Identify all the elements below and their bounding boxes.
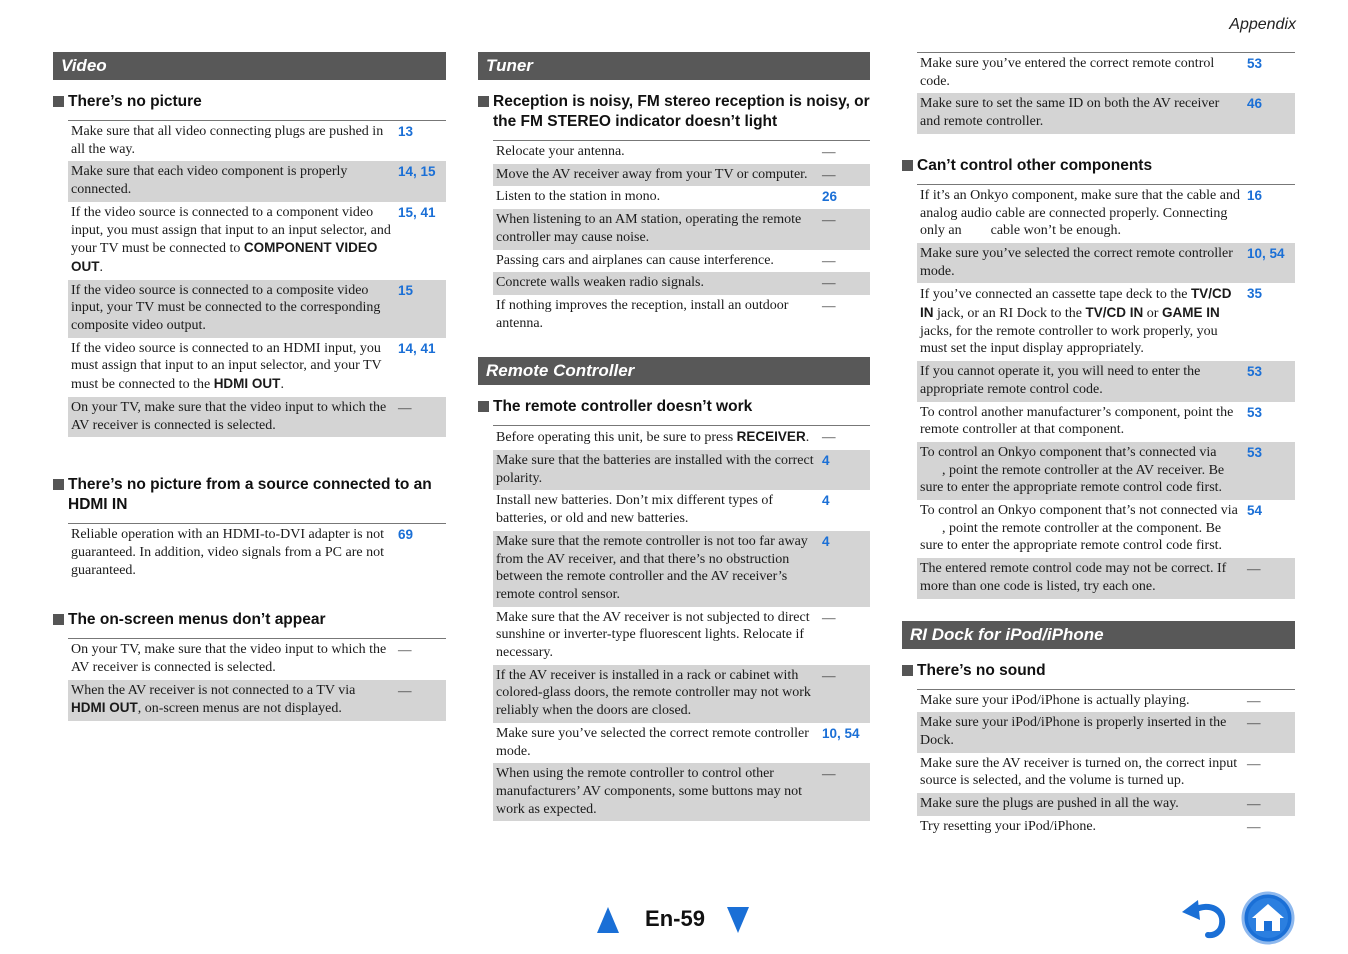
table-row [917,712,1295,752]
troubleshoot-table [917,184,1295,599]
table-row [917,93,1295,133]
row-text: On your TV, make sure that the video input to which the AV receiver is connected is selected. [71,642,387,676]
page-ref-none: — [822,212,836,228]
troubleshoot-table [493,425,870,821]
page-ref [1247,444,1295,497]
subheading-text: Can’t control other components [917,156,1153,174]
page-ref [1247,55,1295,90]
page-link[interactable]: 41 [420,340,436,356]
row-text: If nothing improves the reception, install an outdoor antenna. [496,297,789,331]
keyword: TV/CD IN [920,286,1232,321]
table-row [493,164,870,187]
page-ref-none: — [822,429,836,445]
text-part: . [805,430,810,446]
row-text [917,187,1247,240]
page-ref: 14, 15 [398,164,436,180]
home-icon[interactable] [1241,891,1295,945]
page-link[interactable]: 26 [822,189,838,205]
page-ref-none: — [1247,755,1261,771]
page-ref-none: — [398,682,412,698]
page-ref-none: — [1247,818,1261,834]
table-row [917,283,1295,361]
row-text: Move the AV receiver away from your TV or computer. [496,166,808,182]
square-bullet-icon [53,479,64,490]
table-row [917,243,1295,283]
row-text: To control another manufacturer’s component, point the remote controller at that component. [920,404,1234,438]
row-text: Concrete walls weaken radio signals. [496,275,704,291]
text-part: or [1143,306,1162,322]
page-link[interactable]: 14 [398,340,414,356]
row-text: When using the remote controller to control other manufacturers’ AV components, some buttons may not work as expected. [496,766,803,817]
page-ref-none: — [822,609,836,625]
row-text: Make sure the plugs are pushed in all the way. [920,796,1179,812]
subheading-text: There’s no sound [917,661,1046,679]
table-row [493,490,870,530]
table-row [917,402,1295,442]
page-ref [1247,363,1295,398]
table-row [917,816,1295,839]
row-text: Make sure the AV receiver is turned on, the correct input source is selected, and the volume is turned up. [920,755,1238,789]
page-ref [1247,187,1295,240]
page-link[interactable]: 13 [398,124,414,139]
page-ref-none: — [398,399,412,415]
table-row [493,723,870,763]
subheading [902,156,1295,176]
subheading [902,661,1295,681]
table-row [493,607,870,665]
page-ref-none: — [822,297,836,313]
table-row [68,524,446,582]
text-part: Before operating this unit, be sure to press [496,430,737,446]
next-page-arrow-icon[interactable] [727,907,749,933]
table-row [68,680,446,721]
keyword: COMPONENT VIDEO OUT [71,240,378,274]
page-ref-none: — [398,642,412,658]
troubleshoot-table [917,689,1295,839]
row-text: Install new batteries. Don’t mix different types of batteries, or old and new batteries. [496,493,774,527]
row-text: If you cannot operate it, you will need to enter the appropriate remote control code. [920,364,1201,397]
page-ref-none: — [822,144,836,159]
text-part: When the AV receiver is not connected to a TV via [71,682,356,698]
keyword: HDMI OUT [213,376,281,392]
page-link[interactable]: 15 [398,204,414,220]
page-link[interactable]: 4 [822,453,830,469]
text-part: . [99,259,103,275]
row-text: When listening to an AM station, operating the remote controller may cause noise. [496,212,802,245]
subheading [478,92,870,132]
row-text: Make sure you’ve entered the correct remote control code. [920,56,1215,89]
row-text: Make sure that the remote controller is not too far away from the AV receiver, and that there’s no obstruction between the remote controller and the AV receiver’s remote control sensor. [496,533,808,602]
page-link[interactable]: 53 [1247,56,1263,71]
text-part: cable and analog audio cable are connected properly. Connecting only an [920,187,1240,239]
table-row [917,53,1295,93]
table-row [493,272,870,295]
keyword: GAME IN [1161,305,1220,321]
row-text: Make sure that each video component is properly connected. [71,164,348,198]
table-row [68,338,446,397]
table-row [493,141,870,164]
page-link[interactable]: 69 [398,527,414,543]
square-bullet-icon [53,614,64,625]
table-row [493,531,870,607]
row-text [917,444,1247,497]
section-header-ri-dock: RI Dock for iPod/iPhone [902,621,1295,649]
page-ref-none: — [822,166,836,182]
page-link[interactable]: 10 [1247,245,1263,261]
page-link[interactable]: 53 [1247,364,1263,380]
subheading [53,610,446,630]
row-text [917,502,1247,555]
page-ref-none: — [1247,692,1261,708]
page-ref [822,492,870,527]
section-header-tuner: Tuner [478,52,870,80]
page-ref-none: — [1247,561,1261,577]
table-row [917,753,1295,793]
row-text [68,204,398,277]
row-text: Make sure that the batteries are installed with the correct polarity. [496,453,814,486]
page-link[interactable]: 4 [822,493,830,509]
column-right [902,52,1295,839]
troubleshoot-table-continued [917,52,1295,134]
page-ref-none: — [822,667,836,683]
square-bullet-icon [53,96,64,107]
row-text: If the video source is connected to a composite video input, your TV must be connected to the corresponding composite video output. [71,282,381,334]
text-part: If it’s an Onkyo component, make sure that the [920,187,1184,203]
page-ref [398,282,446,335]
keyword: TV/CD IN [1085,305,1144,321]
text-part: jack, or an RI Dock to the [933,306,1086,322]
table-row [493,763,870,821]
row-text: Make sure you’ve selected the correct remote controller mode. [920,245,1233,279]
text-part: If you’ve connected an cassette tape deck to the [920,287,1191,303]
text-part: , point the remote controller at the AV receiver. Be sure to enter the appropriate remote control code first. [920,462,1225,496]
table-row [917,793,1295,816]
page-ref: 10, 54 [1247,245,1285,261]
table-row [68,121,446,161]
row-text: Make sure you’ve selected the correct remote controller mode. [496,725,809,759]
page-link[interactable]: 53 [1247,404,1263,420]
square-bullet-icon [902,160,913,171]
subheading-text: The on-screen menus don’t appear [68,611,326,629]
table-row [493,295,870,335]
page-link[interactable]: 16 [1247,187,1263,203]
page-link[interactable]: 14 [398,164,414,180]
page-ref [1247,404,1295,439]
square-bullet-icon [478,401,489,412]
page-ref [398,526,446,579]
table-row [917,361,1295,401]
text-part: . [280,377,284,393]
table-row [493,450,870,490]
text-part: To control an Onkyo component that’s not connected via [920,503,1238,519]
table-row [493,209,870,249]
table-row [917,558,1295,598]
text-part: If the video source is connected to an HDMI input, you must assign that input to an input selector, and your TV must be connected to the [71,340,382,393]
page-ref-none: — [1247,715,1261,731]
page-ref [1247,285,1295,358]
page-ref-none: — [1247,796,1261,812]
table-row [493,665,870,723]
header-appendix: Appendix [1229,16,1296,33]
section-header-video: Video [53,52,446,80]
table-row [917,500,1295,558]
column-middle [478,52,870,821]
subheading-text: There’s no picture [68,93,202,110]
table-row [68,280,446,338]
square-bullet-icon [902,665,913,676]
row-text: On your TV, make sure that the video input to which the AV receiver is connected is selected. [71,399,387,433]
row-text: Make sure to set the same ID on both the AV receiver and remote controller. [920,96,1220,130]
table-row [493,426,870,450]
table-row [68,202,446,280]
subheading [478,397,870,417]
row-text [68,682,398,718]
troubleshoot-table [68,523,446,582]
page-ref [398,123,446,158]
page-link[interactable]: 41 [420,204,436,220]
row-text: Reliable operation with an HDMI-to-DVI adapter is not guaranteed. In addition, video signals from a PC are not guaranteed. [71,527,384,578]
page-ref [1247,95,1295,130]
row-text: Make sure your iPod/iPhone is properly inserted in the Dock. [920,715,1227,748]
table-row [68,397,446,437]
page-link[interactable]: 35 [1247,286,1263,302]
page-link[interactable]: 54 [1247,503,1263,519]
row-text: Make sure that all video connecting plugs are pushed in all the way. [71,124,384,157]
subheading-text: There’s no picture from a source connected to an HDMI IN [68,476,432,514]
page-link[interactable]: 15 [398,282,414,298]
text-part: To control an Onkyo component that’s connected via [920,444,1217,460]
page-link[interactable]: 46 [1247,96,1263,112]
subheading-text: Reception is noisy, FM stereo reception is noisy, or the FM STEREO indicator doesn’t light [493,93,870,130]
row-text: Make sure your iPod/iPhone is actually playing. [920,692,1190,708]
page-link[interactable]: 54 [844,725,860,741]
page-navigation [596,904,752,934]
back-arrow-icon[interactable] [1180,896,1228,940]
table-row [68,639,446,679]
page-number: En-59 [645,906,705,931]
column-left [53,52,446,721]
troubleshoot-table [493,140,870,335]
row-text: If the AV receiver is installed in a rack or cabinet with colored-glass doors, the remote controller may not work reliably when the doors are closed. [496,667,811,719]
page-ref [822,188,870,206]
page-ref: 15, 41 [398,204,436,220]
row-text: Make sure that the AV receiver is not subjected to direct sunshine or inverter-type fluorescent lights. Relocate if necessary. [496,609,810,661]
row-text: Passing cars and airplanes can cause interference. [496,252,774,268]
text-part: cable won’t be enough. [990,223,1121,239]
subheading-text: The remote controller doesn’t work [493,398,753,416]
page-ref [822,452,870,487]
row-text: Try resetting your iPod/iPhone. [920,818,1097,834]
row-text: Relocate your antenna. [496,144,625,159]
section-header-remote-controller: Remote Controller [478,357,870,385]
table-row [493,250,870,273]
square-bullet-icon [478,96,489,107]
page-link[interactable]: 4 [822,533,830,549]
keyword: HDMI OUT [71,700,138,716]
table-row [68,161,446,201]
page-link[interactable]: 54 [1269,245,1285,261]
text-part: , point the remote controller at the component. Be sure to enter the appropriate remote control code first. [920,520,1223,554]
page-ref: 14, 41 [398,340,436,356]
table-row [917,690,1295,713]
subheading [53,92,446,112]
table-row [917,442,1295,500]
row-text: Listen to the station in mono. [496,189,661,205]
page-ref: 10, 54 [822,725,860,741]
page-ref [822,533,870,604]
page-link[interactable]: 53 [1247,444,1263,460]
text-part: jacks, for the remote controller to work properly, you must set the input display appropriately. [920,323,1218,357]
page-ref-none: — [822,275,836,291]
page-link[interactable]: 10 [822,725,838,741]
table-row [493,186,870,209]
troubleshoot-table [68,638,446,721]
keyword: RECEIVER [736,429,806,445]
row-text [917,285,1247,358]
row-text [493,428,822,447]
troubleshoot-table [68,120,446,437]
text-part: , on-screen menus are not displayed. [137,701,342,717]
page-ref-none: — [822,252,836,268]
prev-page-arrow-icon[interactable] [597,907,619,933]
row-text: The entered remote control code may not be correct. If more than one code is listed, try each one. [920,561,1227,594]
row-text [68,340,398,394]
text-part: If the video source is connected to a component video input, you must assign that input to an input selector, and your TV must be connected to [71,204,391,257]
page-ref [1247,502,1295,555]
table-row [917,185,1295,243]
page-ref-none: — [822,766,836,782]
subheading [53,475,446,515]
page-link[interactable]: 15 [420,164,436,180]
